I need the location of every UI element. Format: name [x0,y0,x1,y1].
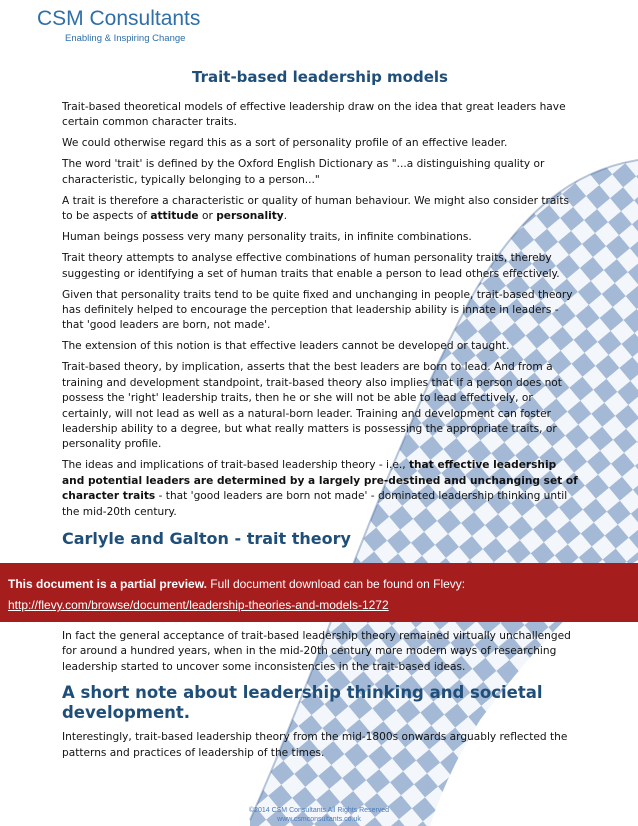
paragraph: The word 'trait' is defined by the Oxford English Dictionary as "...a distinguishing quality or characteristic, typically belonging to a person..." [62,158,545,186]
paragraph: Interestingly, trait-based leadership theory from the mid-1800s onwards arguably reflected the patterns and practices of leadership of the times. [62,731,568,759]
paragraph: Human beings possess very many personality traits, in infinite combinations. [62,231,472,244]
paragraph-text: - that 'good leaders are born not made' - dominated leadership thinking until the mid-20th century. [62,490,568,518]
paragraph: Trait-based theoretical models of effective leadership draw on the idea that great leaders have certain common character traits. [62,101,566,129]
preview-notice-text: Full document download can be found on Flevy: [206,577,466,591]
paragraph-text: or [198,210,217,223]
section-heading-carlyle-galton: Carlyle and Galton - trait theory [62,529,351,549]
paragraph: Given that personality traits tend to be quite fixed and unchanging in people, trait-based theory has definitely helped to encourage the perception that leadership ability is innate in leaders - that 'good leaders are born, not made'. [62,288,573,332]
document-body [62,68,578,559]
paragraph: The extension of this notion is that effective leaders cannot be developed or taught. [62,340,510,353]
section-heading-short-note: A short note about leadership thinking and societal development. [62,683,543,723]
preview-banner [0,563,638,622]
preview-notice-bold: This document is a partial preview. [8,577,207,591]
brand-tagline: Enabling & Inspiring Change [65,33,186,44]
paragraph-text: The ideas and implications of trait-based leadership theory - i.e., [62,459,409,472]
download-link[interactable]: http://flevy.com/browse/document/leadership-theories-and-models-1272 [8,598,389,612]
paragraph: In fact the general acceptance of trait-based leadership theory remained virtually unchallenged for around a hundred years, when in the mid-20th century more modern ways of researching leadership started to uncover some inconsistencies in the trait-based ideas. [62,630,571,673]
brand-name: CSM Consultants [37,7,201,30]
paragraph: Trait-based theory, by implication, asserts that the best leaders are born to lead. And from a training and development standpoint, trait-based theory also implies that if a person does not possess the 'right' leadership traits, then he or she will not be able to lead effectively, or certainly, will not lead as well as a natural-born leader. Training and development can foster leadership ability to a degree, but what really matters is possessing the appropriate traits, or personality profile. [62,361,562,451]
paragraph: Trait theory attempts to analyse effective combinations of human personality traits, thereby suggesting or identifying a set of human traits that enable a person to lead others effectively. [62,252,560,280]
paragraph: We could otherwise regard this as a sort of personality profile of an effective leader. [62,137,508,150]
paragraph-text: . [283,210,288,223]
bold-statement: that effective leadership and potential leaders are determined by a largely pre-destined and unchanging set of character traits [62,459,578,503]
document-body-continued [62,629,578,767]
paragraph-text: A trait is therefore a characteristic or quality of human behaviour. We might also consider traits to be aspects of [62,194,570,223]
website-text: www.csmconsultants.co.uk [277,816,361,823]
brand-header [37,6,200,44]
document-title: Trait-based leadership models [192,68,448,86]
preview-notice [8,577,465,591]
page-footer [0,806,638,824]
paragraph [62,458,578,520]
copyright-text: ©2014 CSM Consultants All Rights Reserved [248,807,390,814]
paragraph [62,194,578,225]
bold-term: personality [216,210,284,223]
bold-term: attitude [150,210,199,223]
